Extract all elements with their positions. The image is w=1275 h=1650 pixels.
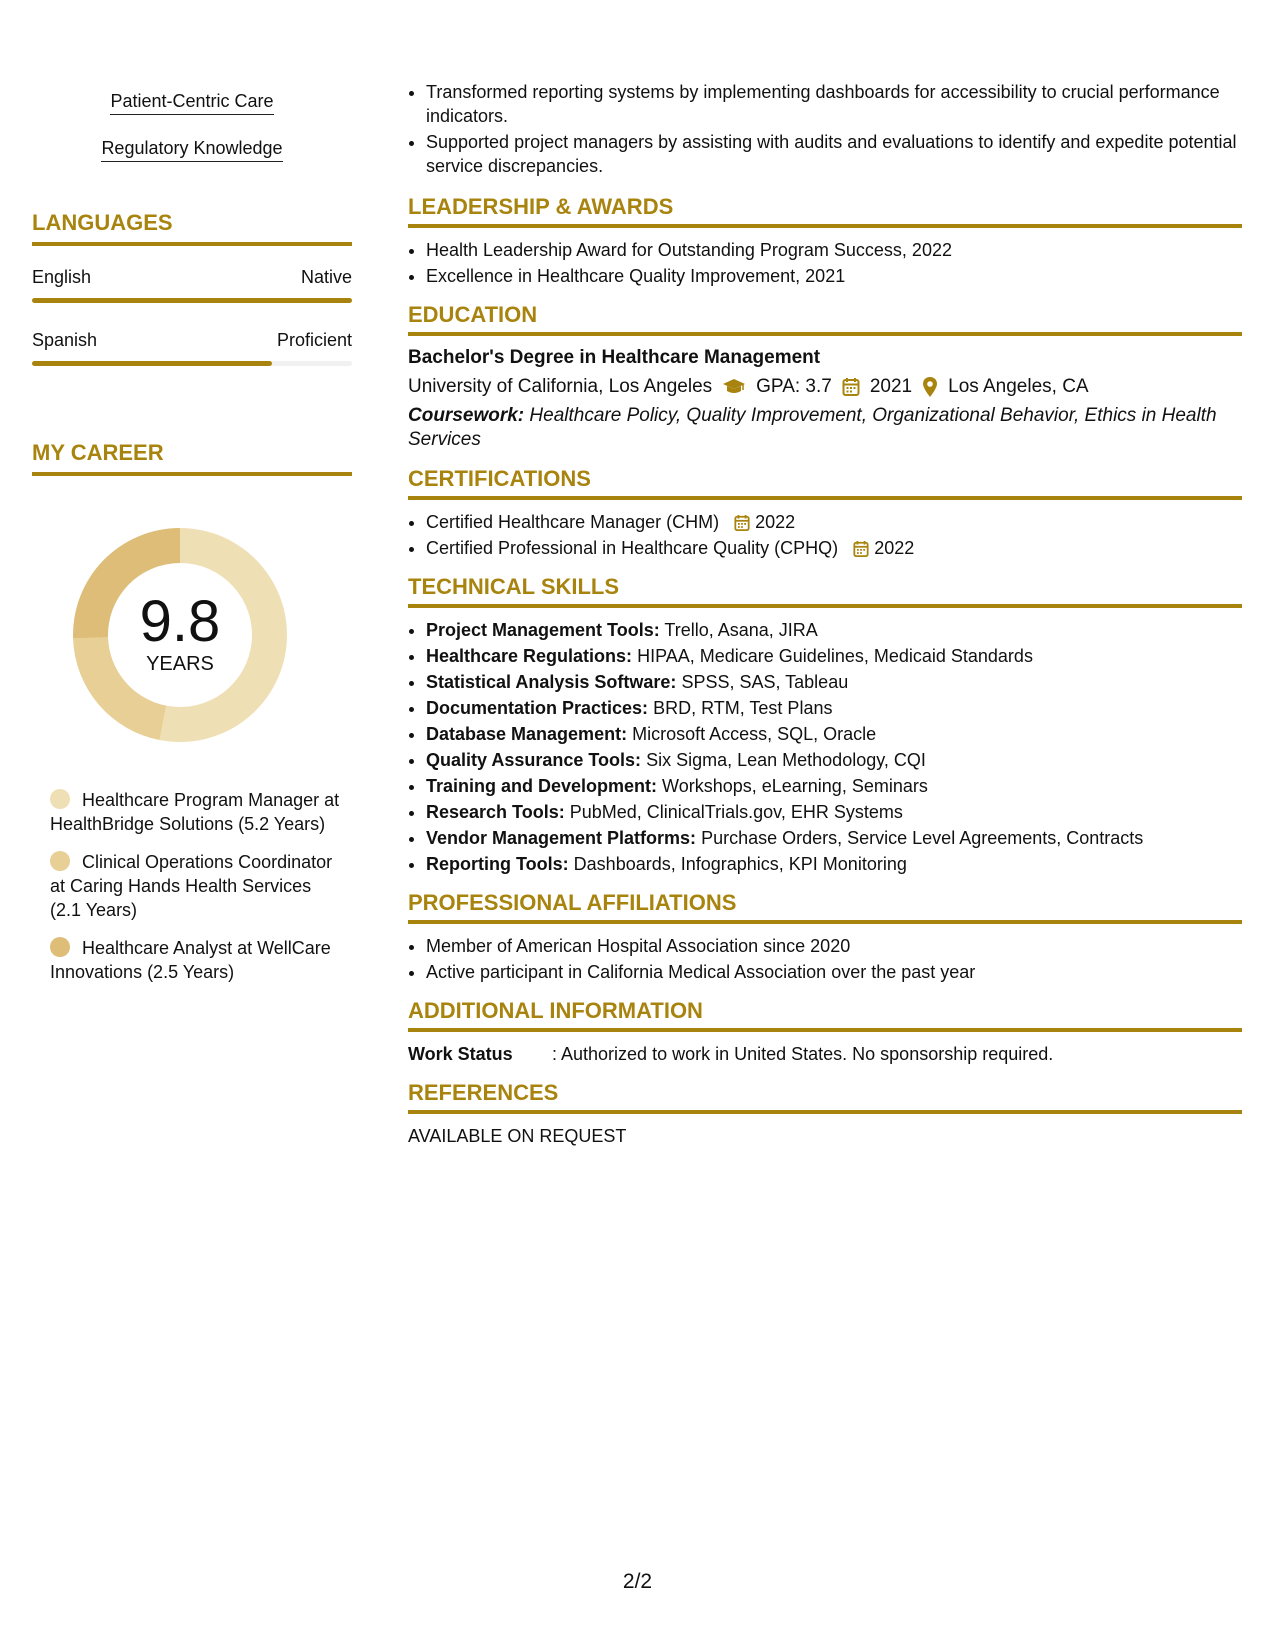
certifications-section <box>408 466 1242 560</box>
degree-name: Bachelor's Degree in Healthcare Management <box>408 347 821 368</box>
skill-item: • Training and Development: Workshops, eLearning, Seminars <box>426 774 1242 798</box>
award-item: • Excellence in Healthcare Quality Improvement, 2021 <box>426 264 1242 288</box>
certification-item: • Certified Professional in Healthcare Quality (CPHQ) 2022 <box>426 536 1242 560</box>
language-level-bar <box>32 298 352 303</box>
references-title: REFERENCES <box>408 1080 1242 1114</box>
certifications-title: CERTIFICATIONS <box>408 466 1242 500</box>
language-item <box>32 329 352 366</box>
calendar-icon <box>734 514 750 532</box>
career-total-years: 9.8 <box>139 589 221 654</box>
skill-item: • Healthcare Regulations: HIPAA, Medicare Guidelines, Medicaid Standards <box>426 644 1242 668</box>
references-section <box>408 1080 1242 1148</box>
strength-item: Regulatory Knowledge <box>32 137 352 162</box>
additional-info-section <box>408 998 1242 1066</box>
language-name: Spanish <box>32 330 98 350</box>
certification-item: • Certified Healthcare Manager (CHM) 2022 <box>426 510 1242 534</box>
experience-bullet: • Supported project managers by assisting with audits and evaluations to identify and expedite potential service discrepancies. <box>426 130 1242 178</box>
skill-item: • Database Management: Microsoft Access, SQL, Oracle <box>426 722 1242 746</box>
technical-skills-title: TECHNICAL SKILLS <box>408 574 1242 608</box>
coursework-value: Healthcare Policy, Quality Improvement, Organizational Behavior, Ethics in Health Services <box>408 405 1217 450</box>
right-column <box>408 80 1242 1162</box>
career-title: MY CAREER <box>32 440 352 476</box>
career-total-unit: YEARS <box>146 653 214 675</box>
skill-item: • Statistical Analysis Software: SPSS, SAS, Tableau <box>426 670 1242 694</box>
language-level-fill <box>32 298 352 303</box>
left-column <box>32 80 352 998</box>
career-section <box>32 440 352 984</box>
affiliation-item: • Active participant in California Medical Association over the past year <box>426 960 1242 984</box>
career-legend <box>32 788 352 984</box>
education-details <box>408 374 1242 400</box>
career-legend-item: Clinical Operations Coordinator at Caring Hands Health Services (2.1 Years) <box>50 852 333 920</box>
education-section <box>408 302 1242 452</box>
graduation-year: 2021 <box>869 376 913 397</box>
language-level-fill <box>32 361 272 366</box>
languages-title: LANGUAGES <box>32 210 352 246</box>
affiliations-section <box>408 890 1242 984</box>
languages-section <box>32 210 352 366</box>
experience-bullet: • Transformed reporting systems by implementing dashboards for accessibility to crucial performance indicators. <box>426 80 1242 128</box>
skill-item: • Research Tools: PubMed, ClinicalTrials.gov, EHR Systems <box>426 800 1242 824</box>
page-number: 2/2 <box>622 1570 653 1593</box>
coursework <box>408 404 1242 452</box>
additional-info-title: ADDITIONAL INFORMATION <box>408 998 1242 1032</box>
work-status-label: Work Status <box>408 1044 513 1064</box>
education-title: EDUCATION <box>408 302 1242 336</box>
affiliation-item: • Member of American Hospital Association since 2020 <box>426 934 1242 958</box>
language-item <box>32 266 352 303</box>
certification-year: 2022 <box>874 538 915 558</box>
certification-year: 2022 <box>755 512 796 532</box>
skill-item: • Documentation Practices: BRD, RTM, Test Plans <box>426 696 1242 720</box>
gpa: GPA: 3.7 <box>756 376 832 397</box>
references-text: AVAILABLE ON REQUEST <box>408 1126 627 1146</box>
leadership-section <box>408 194 1242 288</box>
language-level: Native <box>300 267 352 287</box>
calendar-icon <box>853 540 869 558</box>
strength-item: Patient-Centric Care <box>32 90 352 115</box>
coursework-label: Coursework: <box>408 405 525 426</box>
language-name: English <box>32 267 92 287</box>
leadership-title: LEADERSHIP & AWARDS <box>408 194 1242 228</box>
skill-item: • Project Management Tools: Trello, Asana, JIRA <box>426 618 1242 642</box>
work-status-value: : Authorized to work in United States. No sponsorship required. <box>552 1044 1054 1064</box>
career-donut-chart <box>65 520 295 750</box>
skill-item: • Reporting Tools: Dashboards, Infographics, KPI Monitoring <box>426 852 1242 876</box>
school-name: University of California, Los Angeles <box>408 376 713 397</box>
legend-dot <box>50 851 70 871</box>
award-item: • Health Leadership Award for Outstanding Program Success, 2022 <box>426 238 1242 262</box>
skill-item: • Quality Assurance Tools: Six Sigma, Lean Methodology, CQI <box>426 748 1242 772</box>
career-legend-item: Healthcare Analyst at WellCare Innovations (2.5 Years) <box>50 938 331 982</box>
legend-dot <box>50 789 70 809</box>
language-level: Proficient <box>276 330 352 350</box>
location-pin-icon <box>922 376 938 398</box>
skill-item: • Vendor Management Platforms: Purchase Orders, Service Level Agreements, Contracts <box>426 826 1242 850</box>
career-legend-item: Healthcare Program Manager at HealthBridge Solutions (5.2 Years) <box>50 790 340 834</box>
school-location: Los Angeles, CA <box>948 376 1089 397</box>
legend-dot <box>50 937 70 957</box>
calendar-icon <box>842 377 860 397</box>
technical-skills-section <box>408 574 1242 876</box>
graduation-cap-icon <box>722 378 746 396</box>
language-level-bar <box>32 361 352 366</box>
experience-bullets <box>408 80 1242 178</box>
affiliations-title: PROFESSIONAL AFFILIATIONS <box>408 890 1242 924</box>
